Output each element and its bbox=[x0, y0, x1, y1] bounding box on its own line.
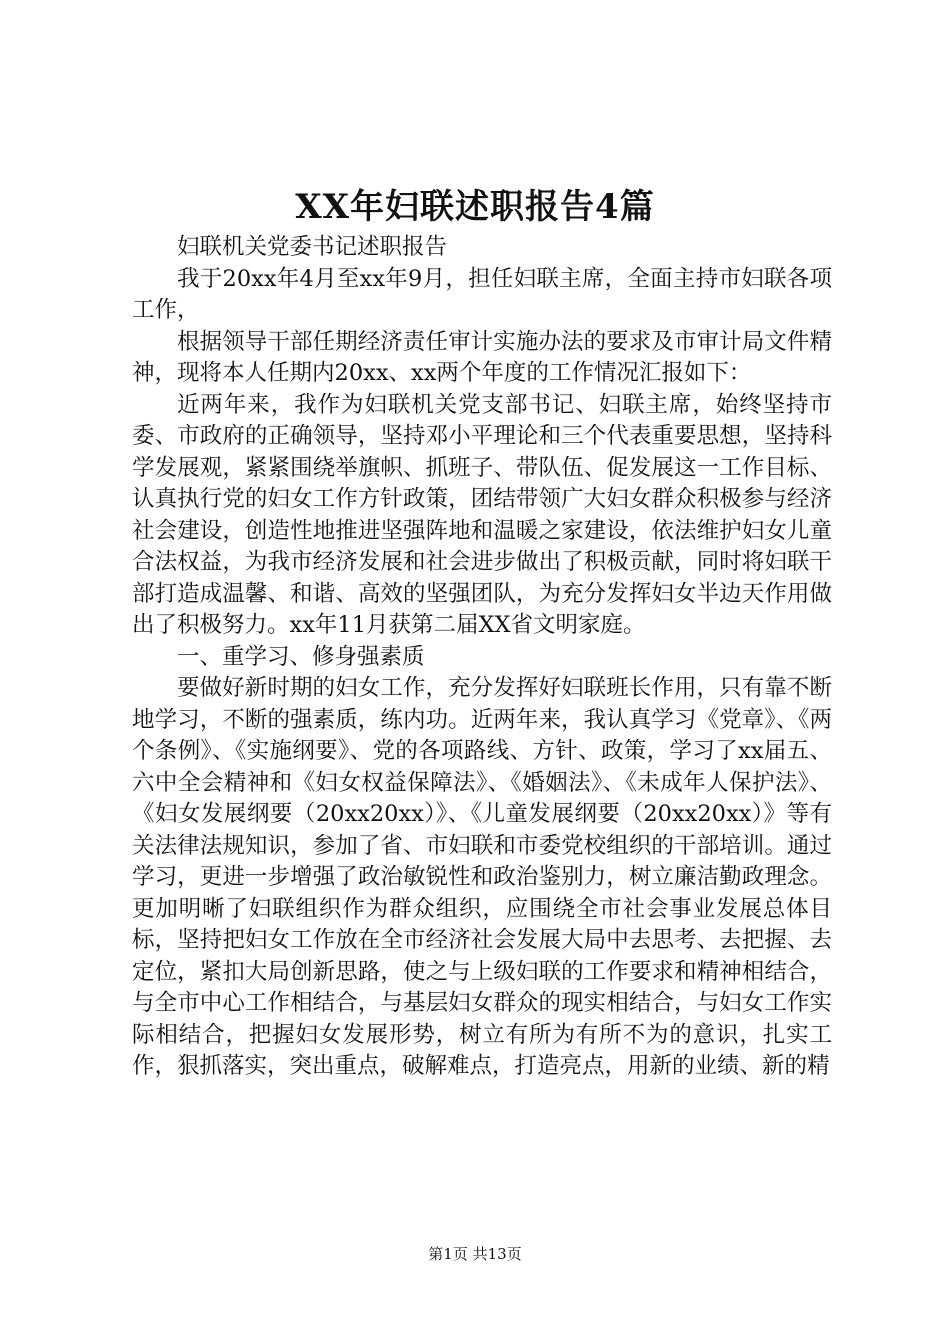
paragraph: 要做好新时期的妇女工作，充分发挥好妇联班长作用，只有靠不断地学习，不断的强素质，练内功。近两年来，我认真学习《党章》、《两个条例》、《实施纲要》、党的各项路线、方针、政策，学习了xx届五、六中全会精神和《妇女权益保障法》、《婚姻法》、《未成年人保护法》、《妇女发展纲要（20xx20xx）》、《儿童发展纲要（20xx20xx）》等有关法律法规知识，参加了省、市妇联和市委党校组织的干部培训。通过学习，更进一步增强了政治敏锐性和政治鉴别力，树立廉洁勤政理念。更加明晰了妇联组织作为群众组织，应围绕全市社会事业发展总体目标，坚持把妇女工作放在全市经济社会发展大局中去思考、去把握、去定位，紧扣大局创新思路，使之与上级妇联的工作要求和精神相结合，与全市中心工作相结合，与基层妇女群众的现实相结合，与妇女工作实际相结合，把握妇女发展形势，树立有所为有所不为的意识，扎实工作，狠抓落实，突出重点，破解难点，打造亮点，用新的业绩、新的精 bbox=[132, 675, 832, 1079]
section-heading: 一、重学习、修身强素质 bbox=[177, 643, 425, 670]
page-footer: 第1页 共13页 bbox=[428, 1245, 522, 1263]
paragraph-subtitle: 妇联机关党委书记述职报告 bbox=[177, 234, 448, 260]
paragraph: 根据领导干部任期经济责任审计实施办法的要求及市审计局文件精神，现将本人任期内20xx、xx两个年度的工作情况汇报如下： bbox=[132, 328, 832, 386]
document-title: XX年妇联述职报告4篇 bbox=[295, 187, 655, 227]
paragraph: 近两年来，我作为妇联机关党支部书记、妇联主席，始终坚持市委、市政府的正确领导，坚持邓小平理论和三个代表重要思想，坚持科学发展观，紧紧围绕举旗帜、抓班子、带队伍、促发展这一工作目标、认真执行党的妇女工作方针政策，团结带领广大妇女群众积极参与经济社会建设，创造性地推进坚强阵地和温暖之家建设，依法维护妇女儿童合法权益，为我市经济发展和社会进步做出了积极贡献，同时将妇联干部打造成温馨、和谐、高效的坚强团队，为充分发挥妇女半边天作用做出了积极努力。xx年11月获第二届XX省文明家庭。 bbox=[132, 391, 832, 638]
document-body bbox=[132, 232, 832, 1083]
paragraph: 我于20xx年4月至xx年9月，担任妇联主席，全面主持市妇联各项工作， bbox=[132, 265, 832, 323]
